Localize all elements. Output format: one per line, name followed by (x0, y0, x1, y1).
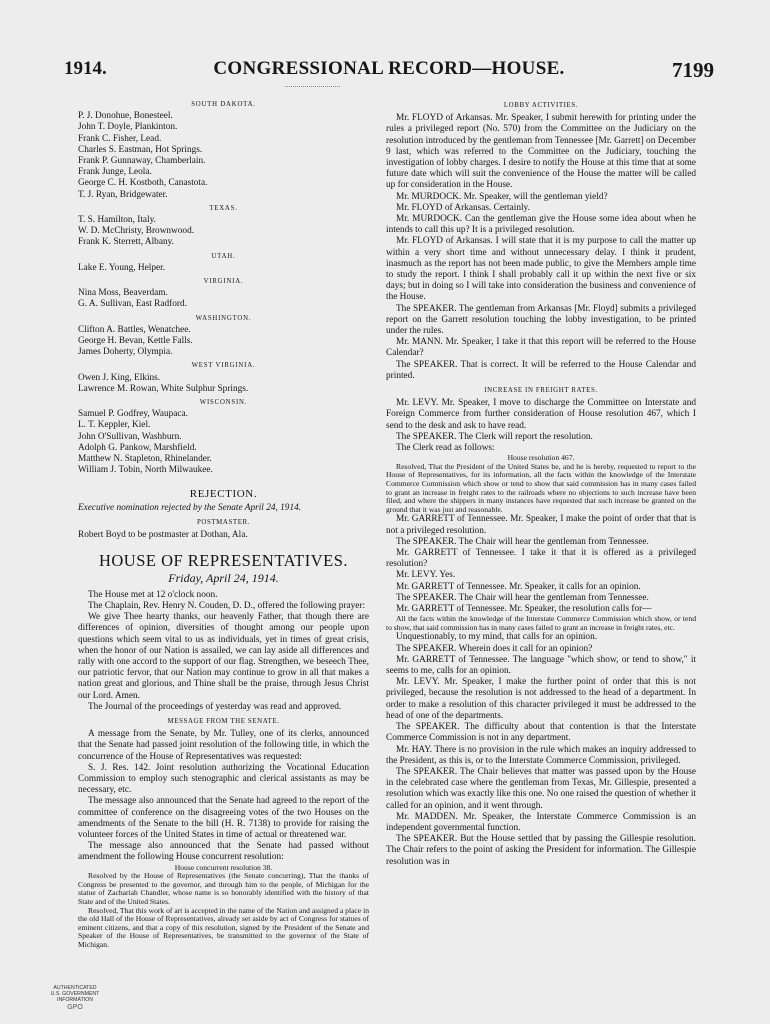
state-heading: VIRGINIA. (203, 278, 244, 286)
state-heading: WISCONSIN. (199, 399, 248, 407)
nominee-name: Owen J. King, Elkins. (78, 372, 161, 383)
nominee-name: Adolph G. Pankow, Marshfield. (78, 442, 197, 453)
postmaster-heading: POSTMASTER. (196, 518, 251, 526)
name-list (78, 409, 369, 476)
paragraph: Mr. HAY. There is no provision in the rule which makes an inquiry addressed to the President, as this is, or to the Interstate Commerce Commission, privileged. (386, 744, 696, 766)
paragraph: The House met at 12 o'clock noon. (88, 589, 218, 600)
house-title: HOUSE OF REPRESENTATIVES. (98, 551, 349, 571)
nominee-name: Charles S. Eastman, Hot Springs. (78, 144, 203, 155)
rejection-heading: REJECTION. (189, 487, 258, 500)
quoted-text: All the facts within the knowledge of the Interstate Commerce Commission which show, or tend to show, that said commission has in many cases failed to grant an increase in freight rates, etc. (386, 614, 696, 632)
nominee-name: T. S. Hamilton, Italy. (78, 215, 156, 226)
paragraph: The message also announced that the Senate had passed without amendment the following House concurrent resolution: (78, 841, 369, 863)
badge-line: INFORMATION (57, 997, 93, 1003)
header-title: CONGRESSIONAL RECORD—HOUSE. (213, 58, 565, 79)
resolution-text: Resolved by the House of Representatives (the Senate concurring), That the thanks of Congress be presented to the governor, and through him to the people, of Michigan for the statue of Zachariah Chandler, whose name is so honorably identified with the history of that State and of the United States. (78, 871, 369, 906)
paragraph: Mr. MANN. Mr. Speaker, I take it that this report will be referred to the House Calendar? (386, 337, 696, 359)
nominee-name: William J. Tobin, North Milwaukee. (78, 465, 213, 476)
paragraph: Mr. GARRETT of Tennessee. The language "which show, or tend to show," it seems to me, calls for an opinion. (386, 654, 696, 677)
paragraph: The SPEAKER. The gentleman from Arkansas [Mr. Floyd] submits a privileged report on the Garrett resolution touching the lobby investigation, to be printed under the rules. (386, 303, 696, 337)
badge-line: AUTHENTICATED (53, 985, 97, 991)
rejection-subheading: Executive nomination rejected by the Senate April 24, 1914. (78, 502, 302, 513)
nominee-name: George C. H. Kostboth, Canastota. (78, 178, 208, 189)
nominee-name: Lake E. Young, Helper. (78, 262, 166, 273)
prayer-paragraph: We give Thee hearty thanks, our heavenly Father, that though there are differences of opinion, diversities of thought among our people upon questions which seem vital to us as individuals, yet in times of great crisis, when the honor of our Nation is assailed, we can lay aside all differences and rally with one accord to the support of our flag. Strengthen, we beseech Thee, our patriotic fervor, that our Nation may continue to grow in all that makes a nation great and glorious, and Thine shall be the praise, through Jesus Christ our Lord. Amen. (78, 612, 369, 701)
paragraph: The SPEAKER. But the House settled that by passing the Gillespie resolution. The Chair refers to the point of asking the President for information. The Gillespie resolution was in (386, 834, 696, 867)
paragraph: The SPEAKER. The Chair will hear the gentleman from Tennessee. (396, 592, 649, 603)
paragraph: A message from the Senate, by Mr. Tulley, one of its clerks, announced that the Senate had passed joint resolution of the following title, in which the concurrence of the House of Representatives was requested: (78, 729, 369, 762)
nominee-name: G. A. Sullivan, East Radford. (78, 299, 187, 310)
name-list (78, 288, 369, 310)
page-header (64, 58, 714, 80)
state-heading: WEST VIRGINIA. (191, 362, 256, 370)
paragraph: Mr. GARRETT of Tennessee. Mr. Speaker, the resolution calls for— (396, 604, 652, 615)
gpo-authentication-badge (40, 985, 110, 1011)
paragraph: S. J. Res. 142. Joint resolution authorizing the Vocational Education Commission to employ such stenographic and clerical assistants as may be necessary, etc. (78, 762, 369, 796)
freight-heading: INCREASE IN FREIGHT RATES. (484, 387, 598, 395)
state-heading: TEXAS. (209, 204, 238, 212)
paragraph: Mr. MURDOCK. Mr. Speaker, will the gentleman yield? (396, 191, 608, 202)
badge-line: U.S. GOVERNMENT (50, 991, 100, 997)
paragraph: Mr. FLOYD of Arkansas. Mr. Speaker, I submit herewith for printing under the rules a privileged report (No. 570) from the Committee on the Judiciary on the resolution introduced by the gentleman from Tennessee [Mr. Garrett] on December 9 last, which was referred to the Committee on the Judiciary, touching the investigation of lobby charges. I desire to notify the House at this time that at some future date which will suit the convenience of the House the matter will be called up for consideration in the House. (386, 113, 696, 191)
paragraph: Mr. LEVY. Mr. Speaker, I make the further point of order that this is not privileged, because the resolution is not addressed to the head of a department. In order to make a resolution of this character privileged it must be addressed to the head of one of the departments. (386, 677, 696, 721)
paragraph: The SPEAKER. The difficulty about that contention is that the Interstate Commerce Commission is not in any department. (386, 722, 696, 744)
paragraph: Mr. MURDOCK. Can the gentleman give the House some idea about when he intends to call this up? It is a privileged resolution. (386, 214, 696, 236)
gpo-logo: GPO (67, 1004, 83, 1011)
nominee-name: Frank P. Gunnaway, Chamberlain. (78, 156, 206, 167)
paragraph: Mr. MADDEN. Mr. Speaker, the Interstate Commerce Commission is an independent governmental function. (386, 811, 696, 833)
paragraph: The Chaplain, Rev. Henry N. Couden, D. D., offered the following prayer: (88, 600, 366, 611)
nominee-name: John T. Doyle, Plankinton. (78, 122, 178, 133)
paragraph: Mr. GARRETT of Tennessee. Mr. Speaker, I make the point of order that that is not a privileged resolution. (386, 514, 696, 536)
name-list (78, 215, 369, 249)
header-page-number: 7199 (672, 58, 714, 82)
nominee-name: W. D. McChristy, Brownwood. (78, 226, 195, 237)
paragraph: The SPEAKER. Wherein does it call for an opinion? (396, 643, 593, 654)
name-list (78, 373, 369, 395)
nominee-name: L. T. Keppler, Kiel. (78, 420, 151, 431)
nominee-name: Matthew N. Stapleton, Rhinelander. (78, 454, 212, 465)
resolution-text: Resolved, That this work of art is accepted in the name of the Nation and assigned a place in the old Hall of the House of Representatives, already set aside by act of Congress for statues of eminent citizens, and that a copy of this resolution, signed by the President of the Senate and Speaker of the House of Representatives, be transmitted to the governor of the State of Michigan. (78, 905, 369, 949)
paragraph: Mr. LEVY. Yes. (396, 570, 456, 581)
lobby-heading: LOBBY ACTIVITIES. (503, 102, 579, 109)
paragraph: Mr. FLOYD of Arkansas. I will state that it is my purpose to call the matter up within a very short time and without unnecessary delay. I think it prudent, inasmuch as the report has not been made public, to give the Members ample time to study the report. I think I shall probably call it up within the next five or six days; but in doing so I will take into consideration the business and convenience of the House. (386, 236, 696, 303)
paragraph: Mr. LEVY. Mr. Speaker, I move to discharge the Committee on Interstate and Foreign Commerce from further consideration of House resolution 467, which I send to the desk and ask to have read. (386, 398, 696, 431)
right-column (386, 97, 696, 868)
nominee-name: Clifton A. Battles, Wenatchee. (78, 324, 191, 335)
nominee-name: Nina Moss, Beaverdam. (78, 288, 168, 299)
nominee-name: George H. Bevan, Kettle Falls. (78, 336, 193, 347)
nominee-name: Lawrence M. Rowan, White Sulphur Springs. (78, 383, 249, 394)
nominee-name: Frank C. Fisher, Lead. (78, 133, 162, 144)
nominee-name: Samuel P. Godfrey, Waupaca. (78, 409, 189, 420)
paragraph: The Clerk read as follows: (396, 443, 495, 454)
name-list (78, 325, 369, 359)
paragraph: The SPEAKER. That is correct. It will be referred to the House Calendar and printed. (386, 359, 696, 381)
nominee-name: P. J. Donohue, Bonesteel. (78, 111, 173, 122)
resolution-title: House concurrent resolution 38. (174, 862, 273, 872)
nominee-name: James Doherty, Olympia. (78, 347, 173, 358)
paragraph: The SPEAKER. The Clerk will report the resolution. (396, 431, 593, 442)
nominee-name: Frank K. Sterrett, Albany. (78, 237, 174, 248)
paragraph: Unquestionably, to my mind, that calls for an opinion. (396, 632, 598, 643)
nominee-name: John O'Sullivan, Washburn. (78, 431, 182, 442)
paragraph: The SPEAKER. The Chair believes that matter was passed upon by the House in the celebrated case where the gentleman from Texas, Mr. Gillespie, presented a resolution which was exactly like this one. No one raised the question of whether it called for an opinion, and it went through. (386, 766, 696, 811)
name-list (78, 111, 369, 201)
paragraph: The SPEAKER. The Chair will hear the gentleman from Tennessee. (396, 536, 649, 547)
state-heading: WASHINGTON. (195, 314, 252, 322)
paragraph: Mr. GARRETT of Tennessee. Mr. Speaker, it calls for an opinion. (396, 581, 641, 592)
paragraph: The message also announced that the Senate had agreed to the report of the committee of conference on the disagreeing votes of the two Houses on the amendments of the Senate to the bill (H. R. 7138) to provide for raising the volunteer forces of the United States in time of actual or threatened war. (78, 796, 369, 840)
resolution-text: Resolved, That the President of the United States be, and he is hereby, requested to report to the House of Representatives, for its information, all the facts within the knowledge of the Interstate Commerce Commission which show or tend to show that said commission has in many cases failed to grant an increase in freight rates to the railroads where no objections to such increase have been filed, and where the shippers in many instances have requested that such increase be granted on the ground that it was just and reasonable. (386, 461, 696, 514)
paragraph: Mr. GARRETT of Tennessee. I take it that it is offered as a privileged resolution? (386, 548, 696, 570)
left-column (78, 97, 369, 950)
paragraph: The Journal of the proceedings of yesterday was read and approved. (88, 701, 342, 712)
header-year: 1914. (64, 58, 107, 79)
nominee-name: T. J. Ryan, Bridgewater. (78, 189, 168, 200)
state-heading: UTAH. (211, 252, 236, 260)
header-rule (285, 86, 340, 89)
resolution-title: House resolution 467. (507, 453, 575, 463)
postmaster-text: Robert Boyd to be postmaster at Dothan, Ala. (78, 530, 248, 541)
paragraph: Mr. FLOYD of Arkansas. Certainly. (396, 202, 530, 213)
session-date: Friday, April 24, 1914. (168, 570, 279, 585)
name-list (78, 263, 369, 274)
state-heading: SOUTH DAKOTA. (191, 101, 256, 108)
senate-message-heading: MESSAGE FROM THE SENATE. (167, 717, 280, 725)
nominee-name: Frank Junge, Leola. (78, 167, 152, 178)
